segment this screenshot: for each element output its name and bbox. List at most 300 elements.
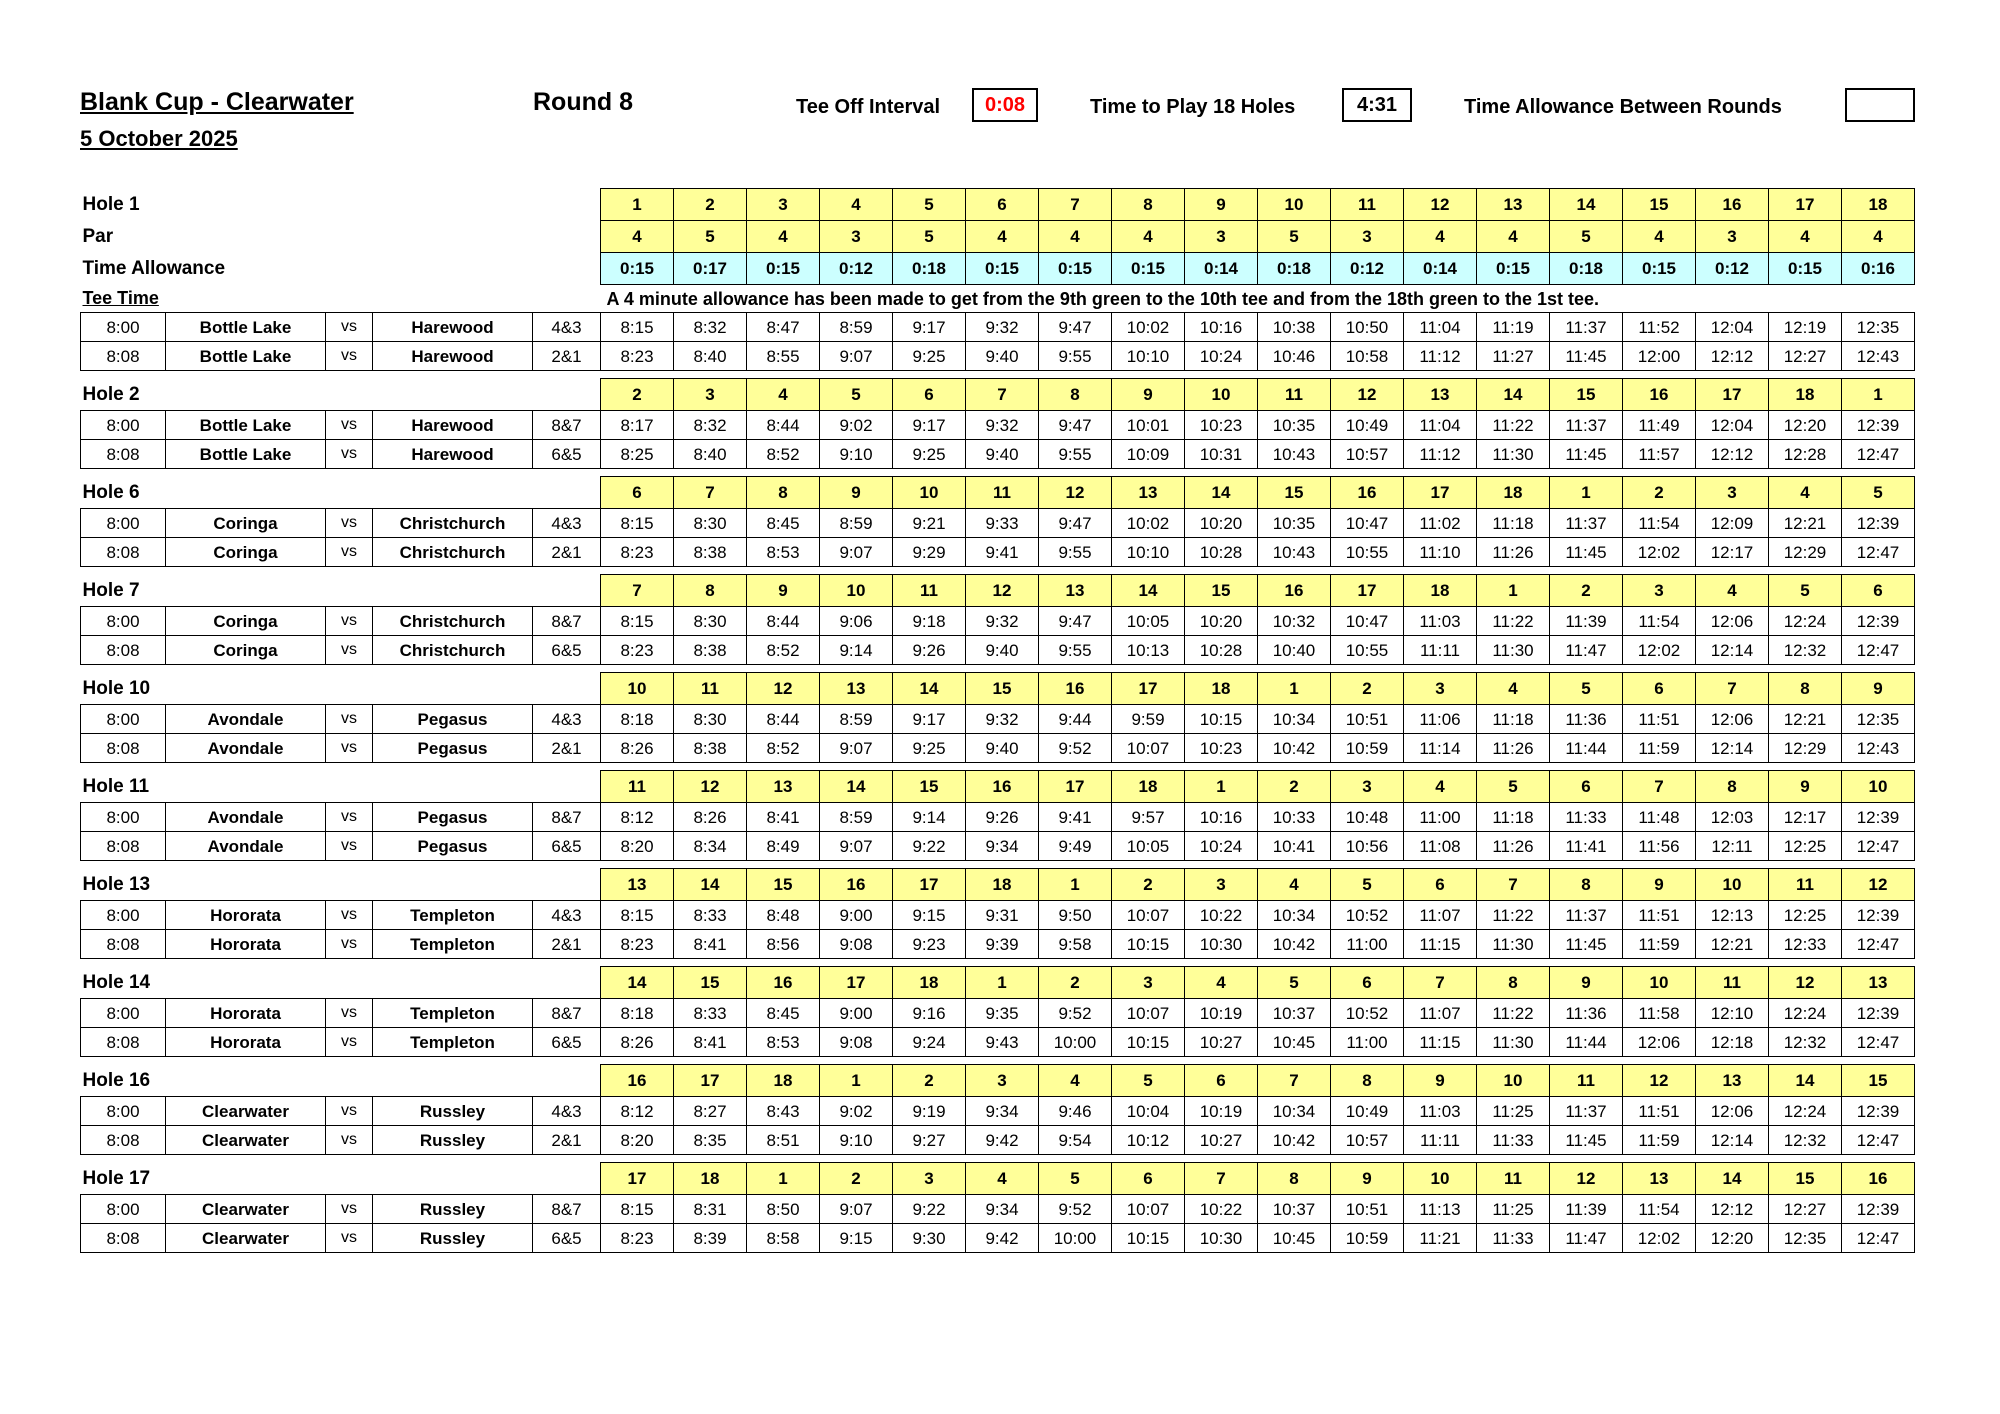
hole-time-cell: 8:38: [674, 538, 747, 567]
hole-number-cell: 9: [1185, 189, 1258, 221]
tee-time-cell: 8:08: [81, 1126, 166, 1155]
par-cell: 4: [1769, 221, 1842, 253]
hole-time-cell: 11:45: [1550, 538, 1623, 567]
time-allowance-cell: 0:17: [674, 253, 747, 285]
rotation-hole-cell: 16: [1623, 379, 1696, 411]
hole-time-cell: 8:23: [601, 930, 674, 959]
rotation-hole-cell: 13: [1842, 967, 1915, 999]
hole-time-cell: 8:52: [747, 440, 820, 469]
rotation-hole-cell: 14: [1477, 379, 1550, 411]
hole-time-cell: 12:39: [1842, 607, 1915, 636]
hole-time-cell: 10:10: [1112, 538, 1185, 567]
hole-time-cell: 12:35: [1842, 313, 1915, 342]
hole-time-cell: 10:45: [1258, 1028, 1331, 1057]
rotation-hole-cell: 6: [1842, 575, 1915, 607]
hole-time-cell: 8:30: [674, 509, 747, 538]
away-team-cell: Templeton: [373, 1028, 533, 1057]
home-team-cell: Bottle Lake: [166, 342, 326, 371]
rotation-hole-cell: 14: [674, 869, 747, 901]
par-cell: 4: [747, 221, 820, 253]
away-team-cell: Harewood: [373, 313, 533, 342]
rotation-hole-cell: 7: [601, 575, 674, 607]
rotation-hole-cell: 4: [1696, 575, 1769, 607]
hole-time-cell: 9:10: [820, 440, 893, 469]
rotation-hole-cell: 4: [1769, 477, 1842, 509]
rotation-hole-cell: 18: [1769, 379, 1842, 411]
hole-time-cell: 8:49: [747, 832, 820, 861]
hole-time-cell: 10:33: [1258, 803, 1331, 832]
hole-time-cell: 12:12: [1696, 342, 1769, 371]
hole-time-cell: 11:15: [1404, 930, 1477, 959]
hole-time-cell: 10:27: [1185, 1028, 1258, 1057]
hole-time-cell: 10:02: [1112, 509, 1185, 538]
time-to-play-label: Time to Play 18 Holes: [1090, 96, 1296, 118]
par-cell: 3: [820, 221, 893, 253]
hole-time-cell: 8:44: [747, 607, 820, 636]
hole-time-cell: 10:46: [1258, 342, 1331, 371]
hole-time-cell: 12:32: [1769, 1126, 1842, 1155]
rotation-hole-cell: 8: [1696, 771, 1769, 803]
hole-time-cell: 8:26: [674, 803, 747, 832]
hole-time-cell: 12:17: [1696, 538, 1769, 567]
hole-time-cell: 9:34: [966, 832, 1039, 861]
hole-time-cell: 10:24: [1185, 342, 1258, 371]
hole-time-cell: 8:33: [674, 901, 747, 930]
time-allowance-cell: 0:15: [1039, 253, 1112, 285]
hole-time-cell: 11:56: [1623, 832, 1696, 861]
hole-time-cell: 8:44: [747, 705, 820, 734]
hole-time-cell: 10:47: [1331, 509, 1404, 538]
hole-time-cell: 11:11: [1404, 1126, 1477, 1155]
vs-cell: vs: [326, 832, 373, 861]
hole-time-cell: 12:06: [1696, 607, 1769, 636]
hole-time-cell: 12:47: [1842, 538, 1915, 567]
hole-time-cell: 11:58: [1623, 999, 1696, 1028]
hole-time-cell: 10:32: [1258, 607, 1331, 636]
hole-time-cell: 9:07: [820, 832, 893, 861]
vs-cell: vs: [326, 901, 373, 930]
rotation-hole-cell: 14: [1112, 575, 1185, 607]
hole-number-cell: 16: [1696, 189, 1769, 221]
hole-time-cell: 8:53: [747, 538, 820, 567]
rotation-hole-cell: 13: [601, 869, 674, 901]
hole-time-cell: 12:32: [1769, 636, 1842, 665]
hole-time-cell: 8:59: [820, 313, 893, 342]
hole-time-cell: 10:23: [1185, 734, 1258, 763]
hole-time-cell: 8:18: [601, 999, 674, 1028]
par-cell: 4: [1477, 221, 1550, 253]
vs-cell: vs: [326, 1028, 373, 1057]
hole-time-cell: 12:43: [1842, 734, 1915, 763]
rotation-hole-cell: 17: [601, 1163, 674, 1195]
group-hole-label: Hole 10: [82, 677, 151, 699]
rotation-hole-cell: 15: [1842, 1065, 1915, 1097]
hole-time-cell: 9:33: [966, 509, 1039, 538]
rotation-hole-cell: 5: [1842, 477, 1915, 509]
hole-time-cell: 9:30: [893, 1224, 966, 1253]
hole-time-cell: 10:00: [1039, 1028, 1112, 1057]
hole-time-cell: 8:27: [674, 1097, 747, 1126]
hole-time-cell: 9:35: [966, 999, 1039, 1028]
hole-time-cell: 9:02: [820, 1097, 893, 1126]
hole-time-cell: 11:19: [1477, 313, 1550, 342]
hole-time-cell: 11:33: [1477, 1126, 1550, 1155]
hole-time-cell: 10:15: [1112, 1224, 1185, 1253]
time-allowance-cell: 0:18: [1550, 253, 1623, 285]
hole-time-cell: 12:04: [1696, 313, 1769, 342]
hole-time-cell: 12:39: [1842, 999, 1915, 1028]
vs-cell: vs: [326, 1224, 373, 1253]
rotation-hole-cell: 16: [1842, 1163, 1915, 1195]
hole-time-cell: 12:21: [1769, 705, 1842, 734]
vs-cell: vs: [326, 705, 373, 734]
hole-time-cell: 12:13: [1696, 901, 1769, 930]
rotation-hole-cell: 4: [1477, 673, 1550, 705]
hole-time-cell: 9:07: [820, 1195, 893, 1224]
hole-time-cell: 10:42: [1258, 1126, 1331, 1155]
home-team-cell: Bottle Lake: [166, 411, 326, 440]
hole-time-cell: 9:22: [893, 832, 966, 861]
rotation-hole-cell: 11: [893, 575, 966, 607]
rotation-hole-cell: 7: [1258, 1065, 1331, 1097]
hole-time-cell: 9:27: [893, 1126, 966, 1155]
page-title: Blank Cup - Clearwater: [80, 88, 354, 116]
rotation-hole-cell: 10: [893, 477, 966, 509]
rotation-hole-cell: 16: [1258, 575, 1331, 607]
hole-time-cell: 11:54: [1623, 1195, 1696, 1224]
hole-time-cell: 9:57: [1112, 803, 1185, 832]
vs-cell: vs: [326, 1097, 373, 1126]
rotation-hole-cell: 12: [1769, 967, 1842, 999]
hole-time-cell: 9:31: [966, 901, 1039, 930]
hole-time-cell: 12:06: [1623, 1028, 1696, 1057]
rotation-hole-cell: 16: [747, 967, 820, 999]
away-team-cell: Russley: [373, 1195, 533, 1224]
time-allowance-cell: 0:12: [820, 253, 893, 285]
rotation-hole-cell: 5: [1331, 869, 1404, 901]
match-code-cell: 6&5: [533, 832, 601, 861]
hole-time-cell: 9:07: [820, 538, 893, 567]
rotation-hole-cell: 4: [966, 1163, 1039, 1195]
hole-time-cell: 9:55: [1039, 636, 1112, 665]
rotation-hole-cell: 12: [1623, 1065, 1696, 1097]
hole-time-cell: 10:09: [1112, 440, 1185, 469]
tee-time-cell: 8:08: [81, 636, 166, 665]
match-code-cell: 6&5: [533, 1224, 601, 1253]
hole-time-cell: 9:00: [820, 901, 893, 930]
hole-time-cell: 9:15: [893, 901, 966, 930]
tee-sheet-table: [80, 188, 1915, 1253]
home-team-cell: Clearwater: [166, 1195, 326, 1224]
hole-time-cell: 9:40: [966, 440, 1039, 469]
hole-time-cell: 10:37: [1258, 1195, 1331, 1224]
hole-time-cell: 12:39: [1842, 901, 1915, 930]
home-team-cell: Bottle Lake: [166, 313, 326, 342]
rotation-hole-cell: 10: [1842, 771, 1915, 803]
hole-time-cell: 9:14: [820, 636, 893, 665]
hole-time-cell: 12:24: [1769, 999, 1842, 1028]
rotation-hole-cell: 1: [1477, 575, 1550, 607]
rotation-hole-cell: 8: [1769, 673, 1842, 705]
home-team-cell: Bottle Lake: [166, 440, 326, 469]
hole-time-cell: 12:04: [1696, 411, 1769, 440]
rotation-hole-cell: 12: [1842, 869, 1915, 901]
hole-time-cell: 8:52: [747, 636, 820, 665]
hole-time-cell: 10:05: [1112, 832, 1185, 861]
rotation-hole-cell: 1: [1039, 869, 1112, 901]
group-hole-label: Hole 13: [82, 873, 151, 895]
rotation-hole-cell: 6: [1404, 869, 1477, 901]
hole-time-cell: 10:12: [1112, 1126, 1185, 1155]
hole-number-cell: 13: [1477, 189, 1550, 221]
hole-time-cell: 8:25: [601, 440, 674, 469]
hole-time-cell: 12:24: [1769, 1097, 1842, 1126]
vs-cell: vs: [326, 607, 373, 636]
hole-number-cell: 4: [820, 189, 893, 221]
group-hole-label: Hole 11: [82, 775, 150, 797]
hole-time-cell: 11:14: [1404, 734, 1477, 763]
hole-time-cell: 8:41: [674, 930, 747, 959]
hole-time-cell: 8:23: [601, 538, 674, 567]
rotation-hole-cell: 1: [820, 1065, 893, 1097]
hole-time-cell: 11:04: [1404, 313, 1477, 342]
home-team-cell: Clearwater: [166, 1126, 326, 1155]
rotation-hole-cell: 6: [1623, 673, 1696, 705]
hole-time-cell: 10:07: [1112, 1195, 1185, 1224]
hole-time-cell: 8:23: [601, 1224, 674, 1253]
hole-time-cell: 9:32: [966, 313, 1039, 342]
hole-time-cell: 8:44: [747, 411, 820, 440]
hole-time-cell: 11:45: [1550, 1126, 1623, 1155]
hole-time-cell: 10:49: [1331, 411, 1404, 440]
hole-time-cell: 11:47: [1550, 636, 1623, 665]
rotation-hole-cell: 8: [1550, 869, 1623, 901]
rotation-hole-cell: 2: [893, 1065, 966, 1097]
hole-time-cell: 10:56: [1331, 832, 1404, 861]
rotation-hole-cell: 18: [1477, 477, 1550, 509]
hole-time-cell: 9:32: [966, 411, 1039, 440]
tee-time-cell: 8:08: [81, 440, 166, 469]
rotation-hole-cell: 6: [1185, 1065, 1258, 1097]
rotation-hole-cell: 1: [747, 1163, 820, 1195]
vs-cell: vs: [326, 313, 373, 342]
tee-off-interval-value: 0:08: [972, 88, 1038, 122]
home-team-cell: Avondale: [166, 705, 326, 734]
group-hole-label: Hole 6: [82, 481, 140, 503]
rotation-hole-cell: 16: [966, 771, 1039, 803]
rotation-hole-cell: 11: [601, 771, 674, 803]
group-hole-label: Hole 7: [82, 579, 140, 601]
rotation-hole-cell: 16: [820, 869, 893, 901]
rotation-hole-cell: 6: [1112, 1163, 1185, 1195]
group-spacer: [81, 371, 1915, 379]
hole-time-cell: 12:39: [1842, 1097, 1915, 1126]
vs-cell: vs: [326, 1126, 373, 1155]
time-allowance-cell: 0:14: [1404, 253, 1477, 285]
hole-time-cell: 11:30: [1477, 636, 1550, 665]
rotation-hole-cell: 13: [1404, 379, 1477, 411]
group-spacer: [81, 959, 1915, 967]
hole-time-cell: 10:48: [1331, 803, 1404, 832]
hole-time-cell: 11:45: [1550, 930, 1623, 959]
rotation-hole-cell: 5: [820, 379, 893, 411]
hole-time-cell: 9:06: [820, 607, 893, 636]
hole-time-cell: 8:15: [601, 1195, 674, 1224]
rotation-hole-cell: 18: [1112, 771, 1185, 803]
hole-time-cell: 11:39: [1550, 607, 1623, 636]
rotation-hole-cell: 8: [674, 575, 747, 607]
home-team-cell: Coringa: [166, 636, 326, 665]
rotation-hole-cell: 12: [747, 673, 820, 705]
hole-time-cell: 11:02: [1404, 509, 1477, 538]
hole-time-cell: 9:15: [820, 1224, 893, 1253]
group-spacer: [81, 1057, 1915, 1065]
rotation-hole-cell: 5: [1039, 1163, 1112, 1195]
rotation-hole-cell: 3: [674, 379, 747, 411]
match-code-cell: 4&3: [533, 1097, 601, 1126]
away-team-cell: Harewood: [373, 440, 533, 469]
match-code-cell: 2&1: [533, 1126, 601, 1155]
hole-time-cell: 11:37: [1550, 901, 1623, 930]
hole-time-cell: 10:43: [1258, 440, 1331, 469]
rotation-hole-cell: 9: [1331, 1163, 1404, 1195]
rotation-hole-cell: 11: [1477, 1163, 1550, 1195]
rotation-hole-cell: 7: [1477, 869, 1550, 901]
rotation-hole-cell: 10: [601, 673, 674, 705]
par-cell: 3: [1696, 221, 1769, 253]
hole-time-cell: 8:58: [747, 1224, 820, 1253]
group-spacer: [81, 469, 1915, 477]
match-code-cell: 6&5: [533, 440, 601, 469]
hole-time-cell: 11:44: [1550, 734, 1623, 763]
vs-cell: vs: [326, 1195, 373, 1224]
home-team-cell: Clearwater: [166, 1097, 326, 1126]
home-team-cell: Avondale: [166, 832, 326, 861]
hole-time-cell: 12:39: [1842, 1195, 1915, 1224]
home-team-cell: Coringa: [166, 538, 326, 567]
hole-time-cell: 9:34: [966, 1097, 1039, 1126]
hole-time-cell: 11:10: [1404, 538, 1477, 567]
match-code-cell: 8&7: [533, 1195, 601, 1224]
hole-time-cell: 9:41: [966, 538, 1039, 567]
hole-time-cell: 11:45: [1550, 342, 1623, 371]
rotation-hole-cell: 11: [1258, 379, 1331, 411]
hole-time-cell: 12:47: [1842, 440, 1915, 469]
away-team-cell: Christchurch: [373, 607, 533, 636]
hole-time-cell: 8:35: [674, 1126, 747, 1155]
rotation-hole-cell: 14: [1696, 1163, 1769, 1195]
hole-time-cell: 11:13: [1404, 1195, 1477, 1224]
rotation-hole-cell: 16: [1039, 673, 1112, 705]
away-team-cell: Christchurch: [373, 636, 533, 665]
match-code-cell: 6&5: [533, 636, 601, 665]
home-team-cell: Clearwater: [166, 1224, 326, 1253]
hole-time-cell: 9:47: [1039, 607, 1112, 636]
match-code-cell: 6&5: [533, 1028, 601, 1057]
hole-time-cell: 11:12: [1404, 342, 1477, 371]
rotation-hole-cell: 2: [1331, 673, 1404, 705]
hole-time-cell: 11:59: [1623, 1126, 1696, 1155]
home-team-cell: Hororata: [166, 930, 326, 959]
rotation-hole-cell: 3: [1331, 771, 1404, 803]
hole-time-cell: 10:35: [1258, 509, 1331, 538]
hole-time-cell: 8:26: [601, 734, 674, 763]
rotation-hole-cell: 13: [747, 771, 820, 803]
hole-number-cell: 8: [1112, 189, 1185, 221]
event-date: 5 October 2025: [80, 126, 238, 151]
hole-time-cell: 10:45: [1258, 1224, 1331, 1253]
hole-time-cell: 9:54: [1039, 1126, 1112, 1155]
vs-cell: vs: [326, 636, 373, 665]
hole-time-cell: 9:29: [893, 538, 966, 567]
hole-time-cell: 9:44: [1039, 705, 1112, 734]
hole-number-cell: 3: [747, 189, 820, 221]
hole-number-cell: 14: [1550, 189, 1623, 221]
vs-cell: vs: [326, 538, 373, 567]
home-team-cell: Avondale: [166, 734, 326, 763]
rotation-hole-cell: 8: [1331, 1065, 1404, 1097]
hole-time-cell: 9:26: [893, 636, 966, 665]
hole-time-cell: 12:12: [1696, 1195, 1769, 1224]
hole-time-cell: 10:07: [1112, 999, 1185, 1028]
rotation-hole-cell: 3: [1623, 575, 1696, 607]
hole-time-cell: 12:29: [1769, 538, 1842, 567]
hole-time-cell: 11:52: [1623, 313, 1696, 342]
hole-time-cell: 10:49: [1331, 1097, 1404, 1126]
hole-time-cell: 9:40: [966, 636, 1039, 665]
hole-time-cell: 8:23: [601, 636, 674, 665]
hole-time-cell: 10:00: [1039, 1224, 1112, 1253]
rotation-hole-cell: 17: [893, 869, 966, 901]
group-spacer: [81, 763, 1915, 771]
hole-time-cell: 11:37: [1550, 1097, 1623, 1126]
hole-time-cell: 9:17: [893, 411, 966, 440]
hole-time-cell: 9:25: [893, 440, 966, 469]
hole-time-cell: 11:36: [1550, 705, 1623, 734]
hole-time-cell: 12:43: [1842, 342, 1915, 371]
hole-time-cell: 10:24: [1185, 832, 1258, 861]
hole-time-cell: 11:44: [1550, 1028, 1623, 1057]
hole-time-cell: 11:37: [1550, 313, 1623, 342]
rotation-hole-cell: 6: [893, 379, 966, 411]
par-cell: 4: [1842, 221, 1915, 253]
home-team-cell: Hororata: [166, 901, 326, 930]
hole-time-cell: 11:51: [1623, 901, 1696, 930]
time-allowance-cell: 0:18: [893, 253, 966, 285]
hole-time-cell: 11:30: [1477, 440, 1550, 469]
hole-time-cell: 12:21: [1696, 930, 1769, 959]
hole-time-cell: 10:52: [1331, 901, 1404, 930]
rotation-hole-cell: 13: [820, 673, 893, 705]
hole-number-cell: 10: [1258, 189, 1331, 221]
hole-time-cell: 9:25: [893, 734, 966, 763]
time-allowance-cell: 0:18: [1258, 253, 1331, 285]
tee-time-cell: 8:00: [81, 313, 166, 342]
rotation-hole-cell: 5: [1112, 1065, 1185, 1097]
away-team-cell: Russley: [373, 1097, 533, 1126]
tee-time-cell: 8:08: [81, 1224, 166, 1253]
hole-time-cell: 11:47: [1550, 1224, 1623, 1253]
rotation-hole-cell: 15: [893, 771, 966, 803]
rotation-hole-cell: 9: [1623, 869, 1696, 901]
hole-time-cell: 10:16: [1185, 313, 1258, 342]
hole-time-cell: 8:56: [747, 930, 820, 959]
tee-time-cell: 8:08: [81, 930, 166, 959]
tee-time-cell: 8:00: [81, 803, 166, 832]
tee-sheet: [80, 188, 1915, 1253]
rotation-hole-cell: 18: [966, 869, 1039, 901]
away-team-cell: Templeton: [373, 999, 533, 1028]
